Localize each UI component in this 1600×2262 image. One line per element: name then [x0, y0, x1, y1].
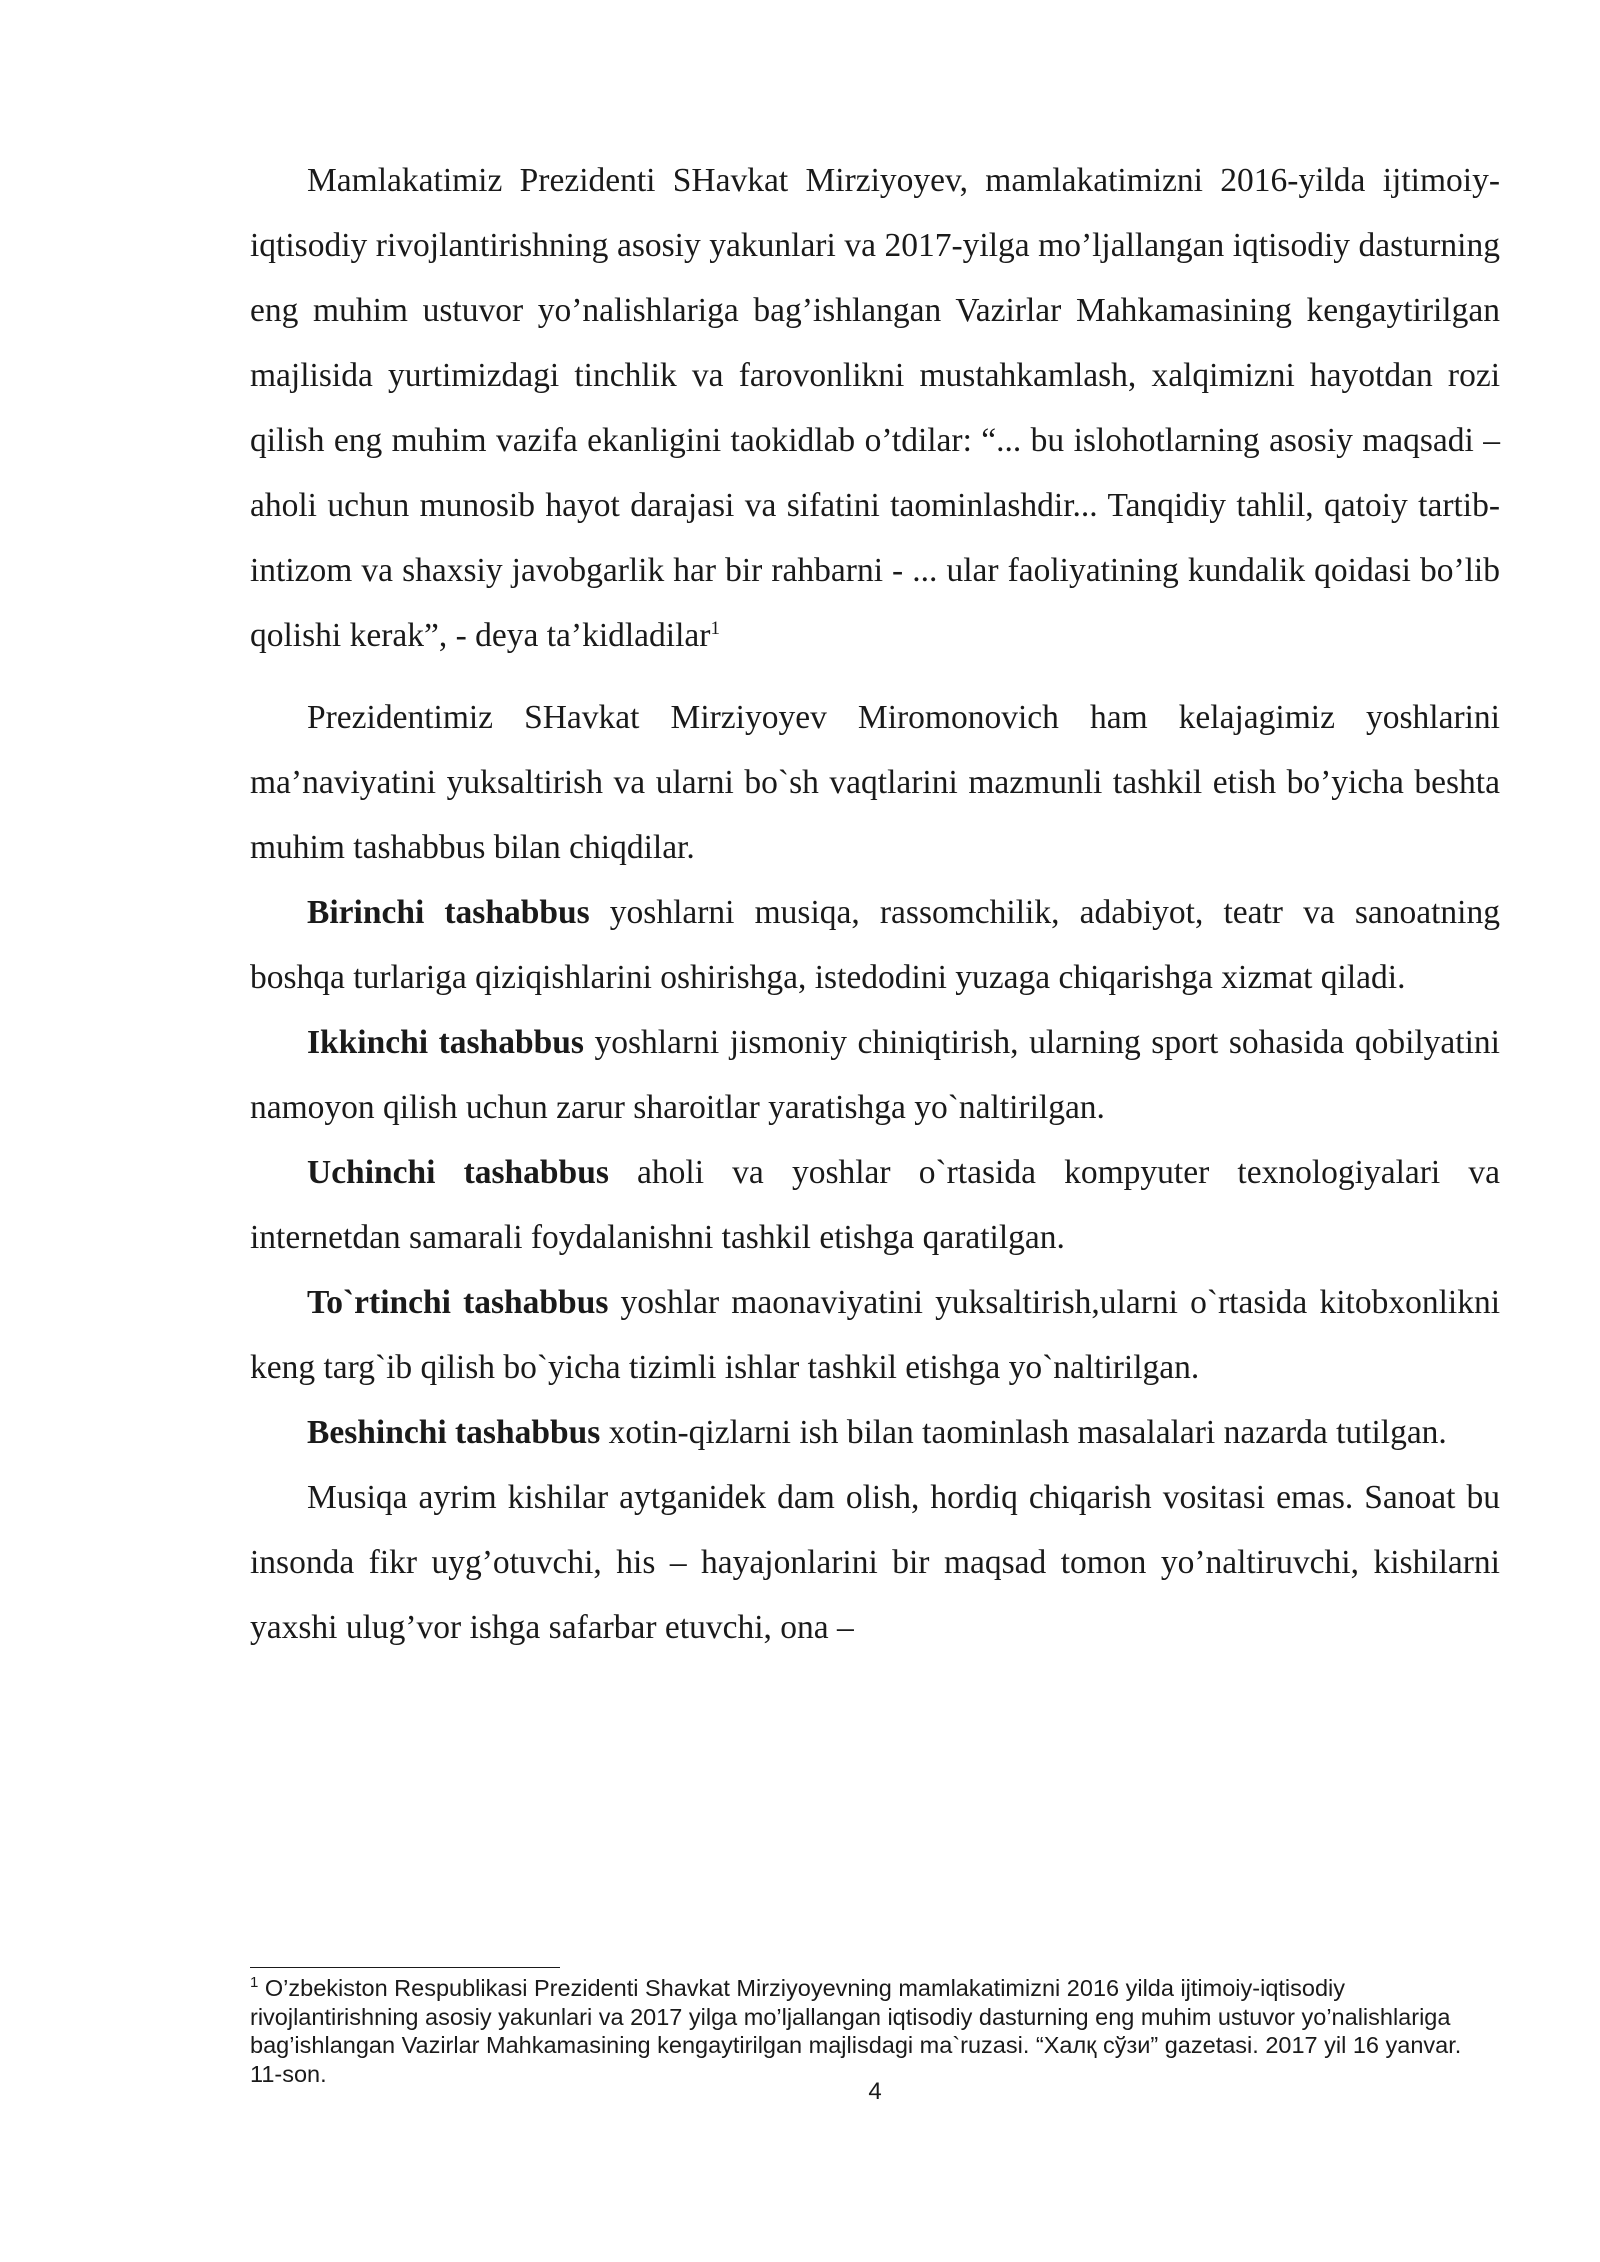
- paragraph-initiative-1: [250, 880, 1500, 1010]
- paragraph-text: yoshlarni jismoniy chiniqtirish, ularning sport sohasida qobilyatini namoyon qilish uchun zarur sharoitlar yaratishga yo`naltirilgan.: [250, 1024, 1500, 1126]
- paragraph-text: Prezidentimiz SHavkat Mirziyoyev Miromonovich ham kelajagimiz yoshlarini ma’naviyatini yuksaltirish va ularni bo`sh vaqtlarini mazmunli tashkil etish bo’yicha beshta muhim tashabbus bilan chiqdilar.: [250, 699, 1500, 866]
- paragraph-initiative-2: [250, 1010, 1500, 1140]
- paragraph-initiative-4: [250, 1270, 1500, 1400]
- paragraph-music: [250, 1465, 1500, 1660]
- footnote-reference[interactable]: 1: [710, 617, 720, 639]
- paragraph-text: yoshlar maonaviyatini yuksaltirish,ularni o`rtasida kitobxonlikni keng targ`ib qilish bo`yicha tizimli ishlar tashkil etishga yo`naltirilgan.: [250, 1284, 1500, 1386]
- footnote-text: O’zbekiston Respublikasi Prezidenti Shavkat Mirziyoyevning mamlakatimizni 2016 yilda ijtimoiy-iqtisodiy rivojlantirishning asosiy yakunlari va 2017 yilga mo’ljallangan iqtisodiy dasturning eng muhim ustuvor yo’nalishlariga bag’ishlangan Vazirlar Mahkamasining kengaytirilgan majlisdagi ma`ruzasi. “Халқ сўзи” gazetasi. 2017 yil 16 yanvar. 11-son.: [250, 1975, 1462, 2087]
- paragraph-text: xotin-qizlarni ish bilan taominlash masalalari nazarda tutilgan.: [600, 1414, 1447, 1451]
- paragraph-initiative-5: [250, 1400, 1500, 1465]
- paragraph-initiative-3: [250, 1140, 1500, 1270]
- initiative-heading: Beshinchi tashabbus: [307, 1414, 601, 1451]
- document-body: [250, 148, 1500, 1660]
- footnote: [250, 1974, 1500, 2088]
- footnote-divider: [250, 1967, 560, 1968]
- initiative-heading: Uchinchi tashabbus: [307, 1154, 609, 1191]
- footnote-mark: 1: [250, 1974, 259, 1992]
- paragraph-text: yoshlarni musiqa, rassomchilik, adabiyot, teatr va sanoatning boshqa turlariga qiziqishlarini oshirishga, istedodini yuzaga chiqarishga xizmat qiladi.: [250, 894, 1500, 996]
- initiative-heading: Ikkinchi tashabbus: [307, 1024, 584, 1061]
- paragraph-president-speech: [250, 148, 1500, 668]
- page-number: 4: [868, 2078, 882, 2105]
- paragraph-initiatives-intro: [250, 685, 1500, 880]
- paragraph-text: Musiqa ayrim kishilar aytganidek dam olish, hordiq chiqarish vositasi emas. Sanoat bu insonda fikr uyg’otuvchi, his – hayajonlarini bir maqsad tomon yo’naltiruvchi, kishilarni yaxshi ulug’vor ishga safarbar etuvchi, ona –: [250, 1479, 1500, 1646]
- initiative-heading: To`rtinchi tashabbus: [307, 1284, 609, 1321]
- paragraph-text: Mamlakatimiz Prezidenti SHavkat Mirziyoyev, mamlakatimizni 2016-yilda ijtimoiy-iqtisodiy rivojlantirishning asosiy yakunlari va 2017-yilga mo’ljallangan iqtisodiy dasturning eng muhim ustuvor yo’nalishlariga bag’ishlangan Vazirlar Mahkamasining kengaytirilgan majlisida yurtimizdagi tinchlik va farovonlikni mustahkamlash, xalqimizni hayotdan rozi qilish eng muhim vazifa ekanligini taokidlab o’tdilar: “... bu islohotlarning asosiy maqsadi – aholi uchun munosib hayot darajasi va sifatini taominlashdir... Tanqidiy tahlil, qatoiy tartib-intizom va shaxsiy javobgarlik har bir rahbarni - ... ular faoliyatining kundalik qoidasi bo’lib qolishi kerak”, - deya ta’kidladilar: [250, 162, 1500, 654]
- initiative-heading: Birinchi tashabbus: [307, 894, 590, 931]
- paragraph-text: aholi va yoshlar o`rtasida kompyuter texnologiyalari va internetdan samarali foydalanishni tashkil etishga qaratilgan.: [250, 1154, 1500, 1256]
